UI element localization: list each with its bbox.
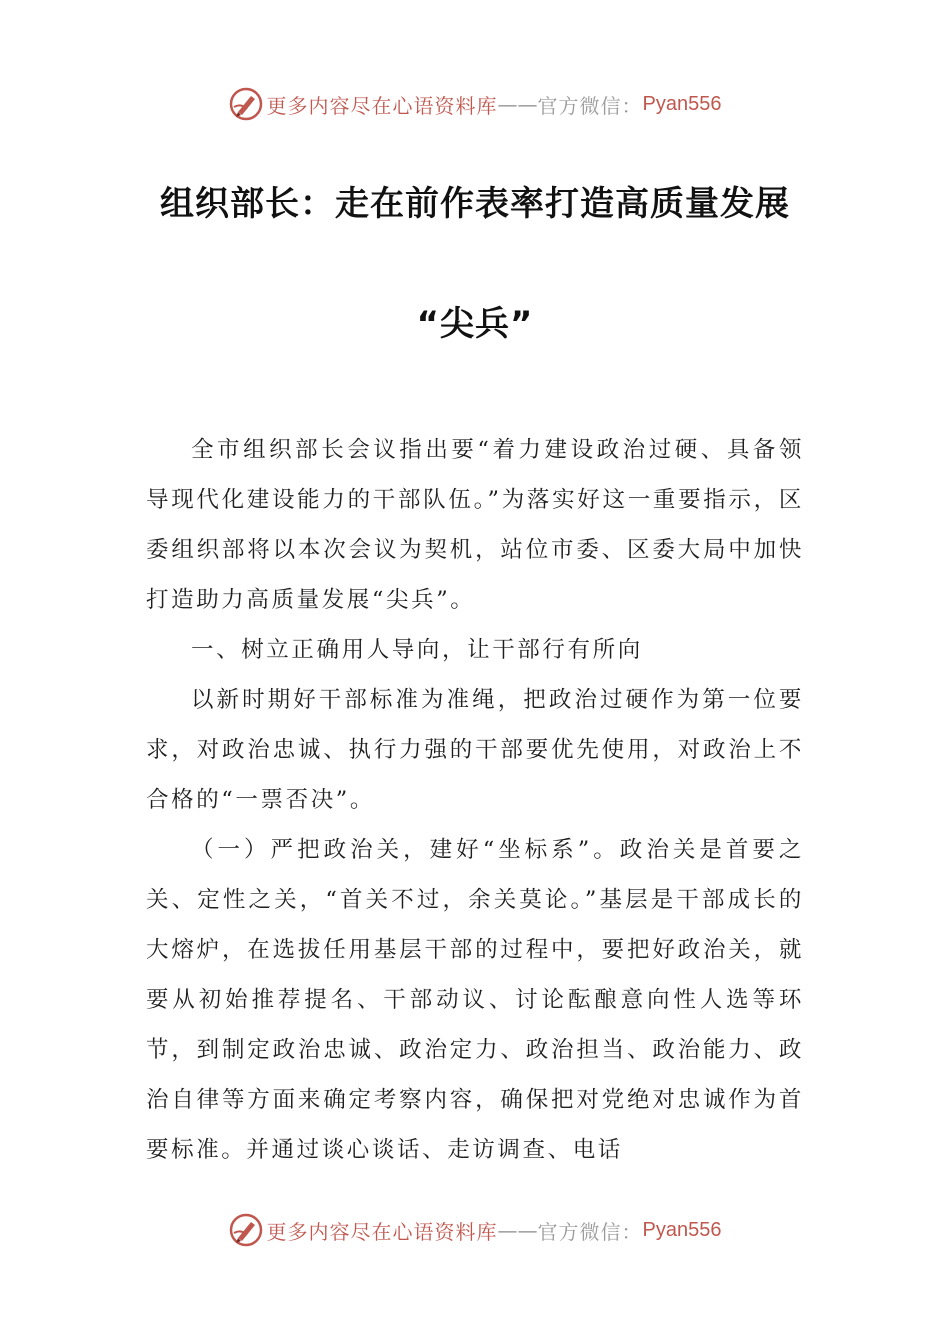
pen-logo-icon: [229, 1213, 263, 1247]
section-heading: 一、树立正确用人导向，让干部行有所向: [191, 637, 643, 663]
document-title-line1: 组织部长：走在前作表率打造高质量发展: [160, 184, 790, 224]
watermark-text: 更多内容尽在心语资料库: [266, 93, 498, 118]
document-body: [146, 425, 804, 1175]
watermark-text: 更多内容尽在心语资料库: [266, 1219, 498, 1244]
paragraph: 以新时期好干部标准为准绳，把政治过硬作为第一位要求，对政治忠诚、执行力强的干部要优先使用，对政治上不合格的“一票否决”。: [146, 687, 804, 813]
watermark-banner-bottom: [0, 1210, 950, 1250]
document-title-line2: “尖兵”: [416, 304, 534, 344]
pen-logo-icon: [229, 87, 263, 121]
watermark-wechat-label: 官方微信：: [537, 1219, 643, 1244]
paragraph: （一）严把政治关，建好“坐标系”。政治关是首要之关、定性之关，“首关不过，余关莫论。”基层是干部成长的大熔炉，在选拔任用基层干部的过程中，要把好政治关，就要从初始推荐提名、干部动议、讨论酝酿意向性人选等环节，到制定政治忠诚、政治定力、政治担当、政治能力、政治自律等方面来确定考察内容，确保把对党绝对忠诚作为首要标准。并通过谈心谈话、走访调查、电话: [146, 837, 804, 1163]
watermark-wechat-label: 官方微信：: [537, 93, 643, 118]
watermark-wechat-id: Pyan556: [642, 92, 722, 115]
watermark-wechat-id: Pyan556: [642, 1218, 722, 1241]
watermark-banner-top: [0, 84, 950, 124]
watermark-separator: ——: [497, 92, 538, 116]
watermark-separator: ——: [497, 1218, 538, 1242]
paragraph: 全市组织部长会议指出要“着力建设政治过硬、具备领导现代化建设能力的干部队伍。”为落实好这一重要指示，区委组织部将以本次会议为契机，站位市委、区委大局中加快打造助力高质量发展“尖兵”。: [146, 437, 804, 613]
